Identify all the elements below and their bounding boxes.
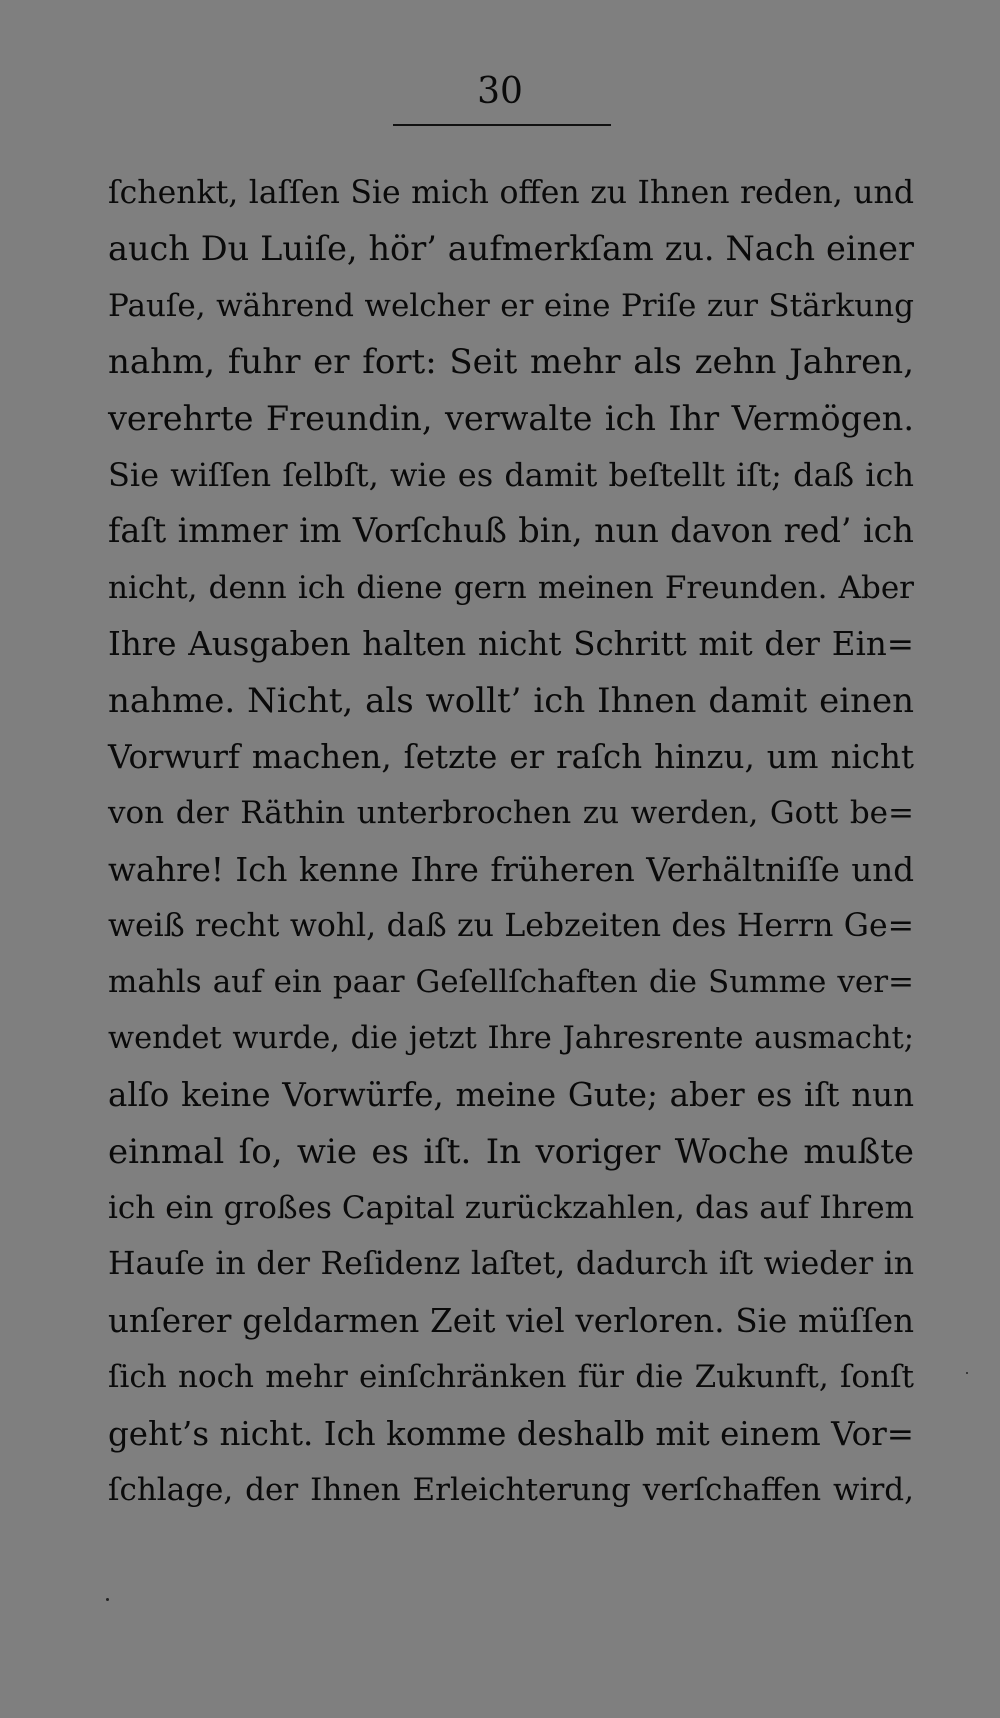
text-line: einmal ſo, wie es iſt. In voriger Woche mußte [108,1131,914,1172]
text-line: auch Du Luiſe, hör’ aufmerkſam zu. Nach einer [108,229,914,269]
text-line: Pauſe, während welcher er eine Priſe zur Stärkung [108,287,914,324]
text-line: faſt immer im Vorſchuß bin, nun davon red’ ich [108,511,914,551]
text-line: wendet wurde, die jetzt Ihre Jahresrente ausmacht; [108,1020,914,1056]
text-line: unſerer geldarmen Zeit viel verloren. Sie müſſen [108,1301,914,1340]
paper-speck [966,1372,968,1374]
text-line: weiß recht wohl, daß zu Lebzeiten des Herrn Ge= [108,908,914,945]
text-line: nicht, denn ich diene gern meinen Freunden. Aber [108,569,914,606]
text-line: von der Räthin unterbrochen zu werden, Gott be= [108,795,914,832]
text-line: ich ein großes Capital zurückzahlen, das auf Ihrem [108,1190,914,1227]
text-line: verehrte Freundin, verwalte ich Ihr Vermögen. [108,398,914,438]
text-line: geht’s nicht. Ich komme deshalb mit einem Vor= [108,1414,914,1453]
text-line: nahme. Nicht, als wollt’ ich Ihnen damit einen [108,680,914,721]
page-number-rule [393,124,611,126]
text-line: ſich noch mehr einſchränken für die Zukunft, ſonſt [108,1359,914,1396]
text-line: Hauſe in der Reſidenz laſtet, dadurch iſt wieder in [108,1246,914,1283]
text-line: alſo keine Vorwürfe, meine Gute; aber es iſt nun [108,1076,914,1115]
text-line: Vorwurf machen, ſetzte er raſch hinzu, um nicht [108,737,914,776]
text-line: nahm, fuhr er fort: Seit mehr als zehn Jahren, [108,342,914,383]
page-number: 30 [477,71,523,112]
text-line: wahre! Ich kenne Ihre früheren Verhältniſſe und [108,850,914,889]
text-line: mahls auf ein paar Geſellſchaften die Summe ver= [108,964,914,1001]
text-line: Ihre Ausgaben halten nicht Schritt mit der Ein= [108,625,914,664]
paper-speck [106,1598,109,1601]
text-line: ſchenkt, laſſen Sie mich offen zu Ihnen reden, und [108,175,914,211]
body-text [108,165,914,1518]
text-line: Sie wiſſen ſelbſt, wie es damit beſtellt iſt; daß ich [108,455,914,494]
text-line: ſchlage, der Ihnen Erleichterung verſchaffen wird, [108,1471,914,1508]
